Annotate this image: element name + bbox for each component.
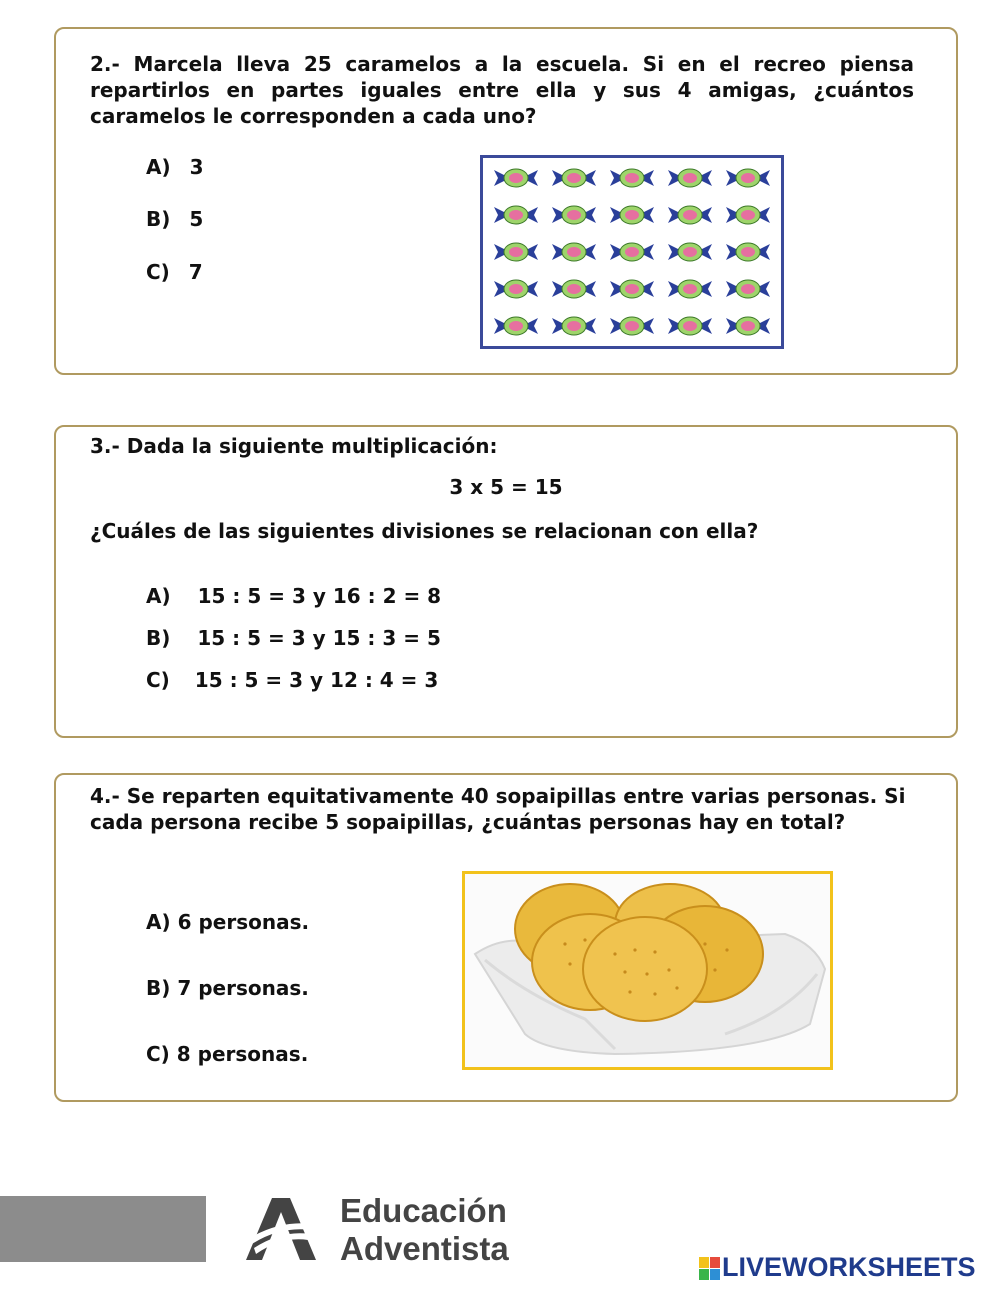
candy-icon [603, 234, 661, 271]
candy-icon [661, 234, 719, 271]
q3-option-b-letter: B) [146, 626, 171, 650]
educacion-adventista-logo-text [340, 1192, 509, 1268]
candy-icon [603, 270, 661, 307]
candy-icon [545, 307, 603, 344]
candy-icon [661, 270, 719, 307]
question-3-prompt: ¿Cuáles de las siguientes divisiones se relacionan con ella? [90, 519, 759, 543]
q2-option-b-value: 5 [189, 207, 204, 231]
q3-option-c[interactable] [146, 668, 438, 692]
multiplication-equation: 3 x 5 = 15 [449, 475, 563, 499]
q2-option-c[interactable] [146, 260, 203, 284]
candy-icon [719, 307, 777, 344]
candy-icon [545, 234, 603, 271]
candy-icon [545, 197, 603, 234]
q2-option-a-value: 3 [189, 155, 204, 179]
q3-option-c-letter: C) [146, 668, 170, 692]
sopaipillas-image [462, 871, 833, 1070]
candy-icon [545, 160, 603, 197]
question-2-text: 2.- Marcela lleva 25 caramelos a la escuela. Si en el recreo piensa repartirlos en partes iguales entre ella y sus 4 amigas, ¿cuántos caramelos le corresponden a cada uno? [90, 52, 914, 128]
q3-option-c-value: 15 : 5 = 3 y 12 : 4 = 3 [194, 668, 439, 692]
candy-icon [487, 307, 545, 344]
q4-option-b[interactable]: B) 7 personas. [146, 976, 309, 1000]
q3-option-a-letter: A) [146, 584, 171, 608]
q2-option-b[interactable] [146, 207, 203, 231]
question-3-card [54, 425, 958, 738]
candy-icon [719, 197, 777, 234]
q3-option-b-value: 15 : 5 = 3 y 15 : 3 = 5 [197, 626, 441, 650]
question-2-card [54, 27, 958, 375]
candy-icon [603, 160, 661, 197]
logo-line-2: Adventista [340, 1230, 509, 1267]
q2-option-a-letter: A) [146, 155, 171, 179]
question-4-text: 4.- Se reparten equitativamente 40 sopaipillas entre varias personas. Si cada persona recibe 5 sopaipillas, ¿cuántas personas hay en total? [90, 784, 906, 834]
candy-icon [719, 234, 777, 271]
candy-icon [719, 270, 777, 307]
candy-icon [487, 197, 545, 234]
q3-option-b[interactable] [146, 626, 441, 650]
liveworksheets-brand[interactable]: LIVEWORKSHEETS [722, 1252, 976, 1282]
q2-option-c-value: 7 [188, 260, 203, 284]
question-3-text: 3.- Dada la siguiente multiplicación: [90, 434, 498, 458]
candy-icon [487, 234, 545, 271]
q2-option-a[interactable] [146, 155, 204, 179]
educacion-adventista-logo-icon [244, 1194, 318, 1264]
candy-grid-image [480, 155, 784, 349]
candy-icon [487, 160, 545, 197]
q2-option-c-letter: C) [146, 260, 170, 284]
question-4-card [54, 773, 958, 1102]
candy-icon [661, 307, 719, 344]
candy-icon [603, 307, 661, 344]
q3-option-a-value: 15 : 5 = 3 y 16 : 2 = 8 [197, 584, 442, 608]
candy-icon [487, 270, 545, 307]
q4-option-c[interactable]: C) 8 personas. [146, 1042, 309, 1066]
candy-icon [719, 160, 777, 197]
candy-icon [661, 197, 719, 234]
candy-icon [603, 197, 661, 234]
liveworksheets-logo-icon [699, 1257, 721, 1281]
candy-icon [661, 160, 719, 197]
logo-line-1: Educación [340, 1192, 507, 1229]
q4-option-a[interactable]: A) 6 personas. [146, 910, 310, 934]
sopaipillas-tray-icon [465, 874, 830, 1067]
q3-option-a[interactable] [146, 584, 441, 608]
candy-icon [545, 270, 603, 307]
footer-gray-bar [0, 1196, 206, 1262]
q2-option-b-letter: B) [146, 207, 171, 231]
